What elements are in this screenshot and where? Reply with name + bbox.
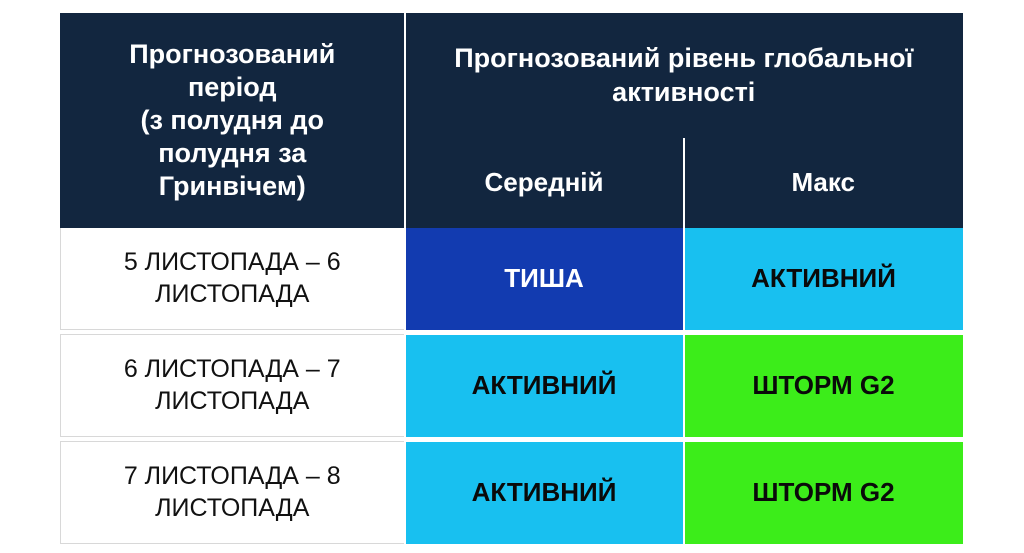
- header-global-activity-cell: Прогнозований рівень глобальної активності: [405, 14, 963, 139]
- header-period-line-2: період: [187, 72, 277, 103]
- forecast-table-container: [60, 13, 962, 541]
- table-header-row-1: [61, 14, 963, 139]
- row-max-level-cell: АКТИВНИЙ: [684, 228, 963, 330]
- header-period-line-1: Прогнозований: [129, 39, 336, 70]
- row-mid-level-cell: АКТИВНИЙ: [405, 335, 684, 437]
- header-period-line-4: полудня за: [158, 137, 307, 168]
- row-period-cell: 6 ЛИСТОПАДА – 7 ЛИСТОПАДА: [61, 335, 405, 437]
- table-row: [61, 335, 963, 437]
- row-mid-level-cell: АКТИВНИЙ: [405, 442, 684, 544]
- header-sub-max: Макс: [684, 138, 963, 227]
- header-period-line-5: Гринвічем): [158, 170, 306, 201]
- row-period-cell: 7 ЛИСТОПАДА – 8 ЛИСТОПАДА: [61, 442, 405, 544]
- row-mid-level-cell: ТИША: [405, 228, 684, 330]
- row-period-cell: 5 ЛИСТОПАДА – 6 ЛИСТОПАДА: [61, 228, 405, 330]
- header-sub-mid: Середній: [405, 138, 684, 227]
- row-max-level-cell: ШТОРМ G2: [684, 442, 963, 544]
- table-row: [61, 442, 963, 544]
- geomagnetic-forecast-table: [60, 13, 963, 544]
- header-period-cell: [61, 14, 405, 228]
- table-row: [61, 228, 963, 330]
- header-period-line-3: (з полудня до: [140, 105, 324, 136]
- row-max-level-cell: ШТОРМ G2: [684, 335, 963, 437]
